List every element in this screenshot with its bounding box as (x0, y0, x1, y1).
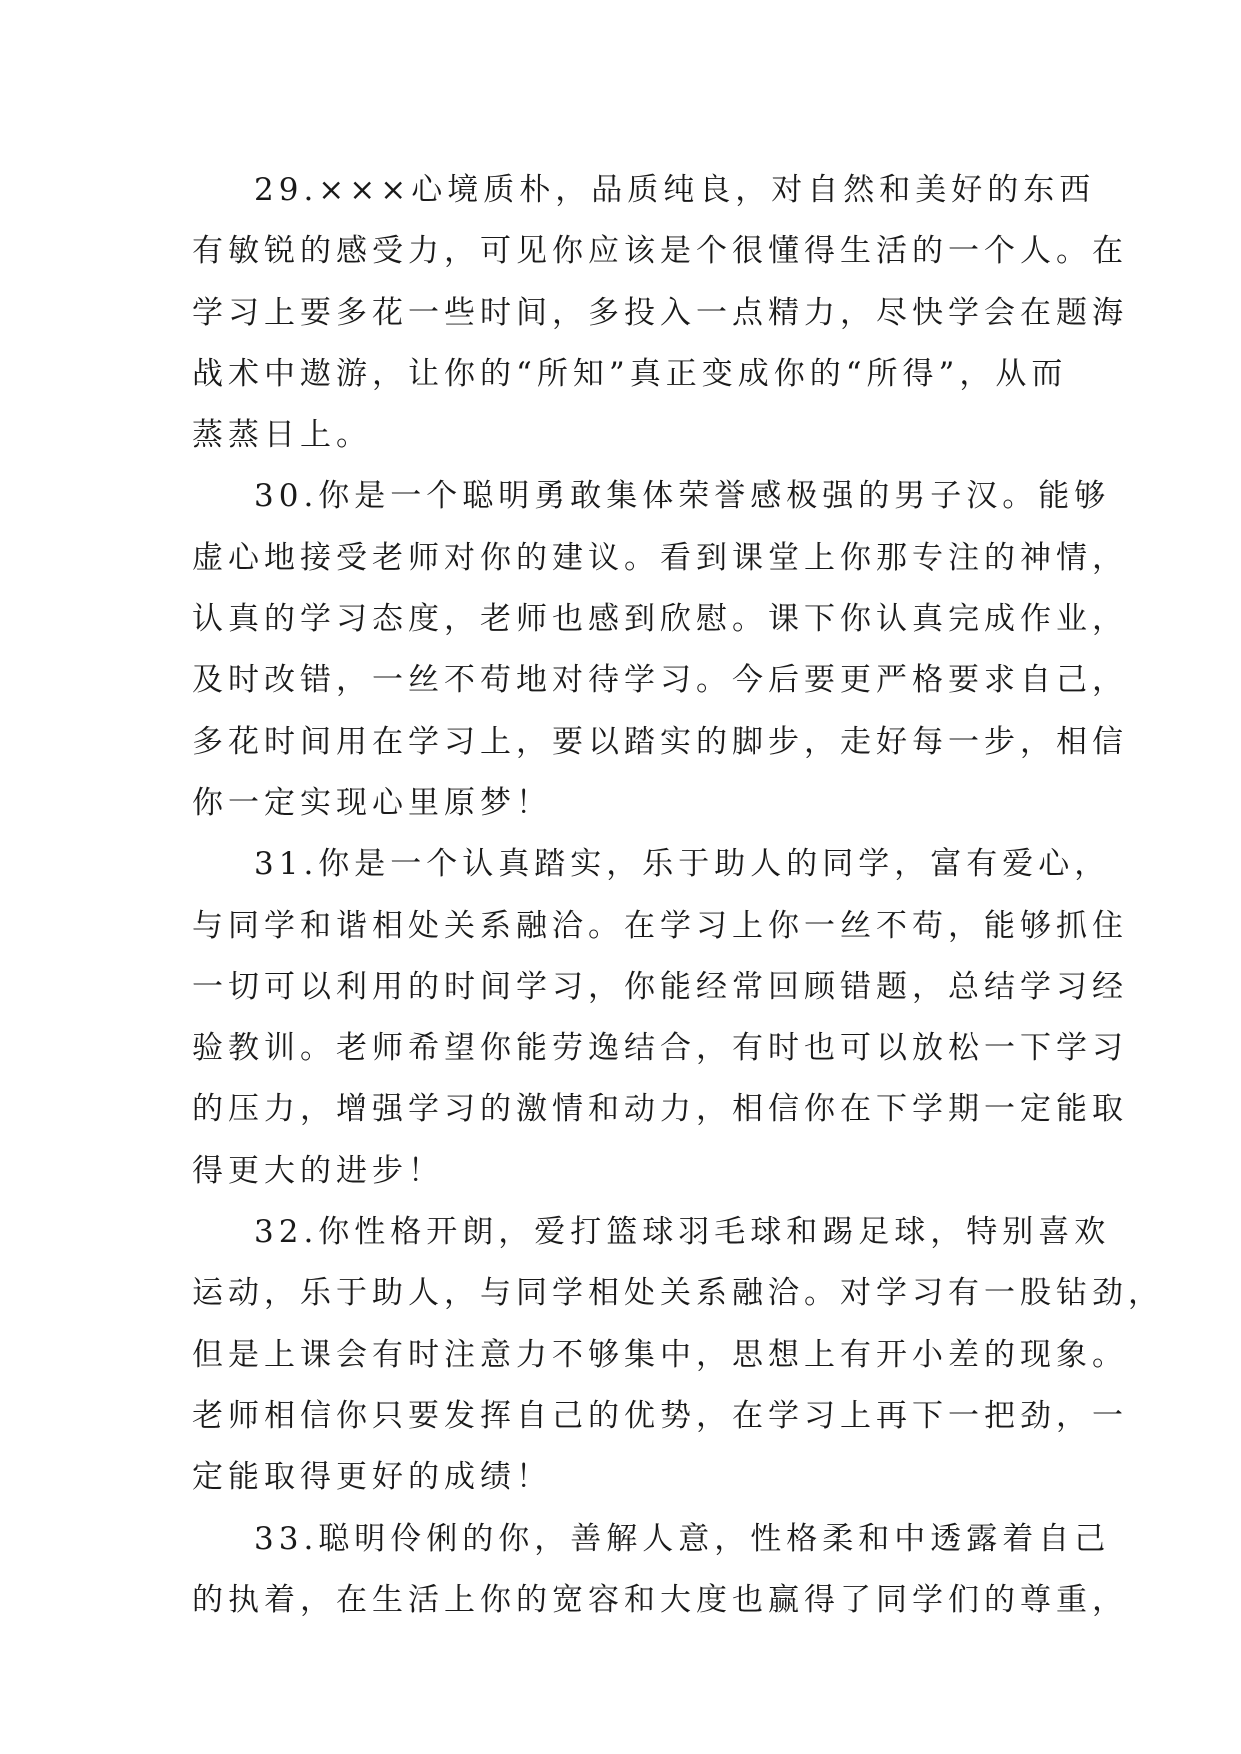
text-line: 的执着，在生活上你的宽容和大度也赢得了同学们的尊重， (192, 1581, 1128, 1618)
text-line: 蒸蒸日上。 (192, 417, 372, 454)
text-line: 验教训。老师希望你能劳逸结合，有时也可以放松一下学习 (192, 1030, 1128, 1067)
text-line: 有敏锐的感受力，可见你应该是个很懂得生活的一个人。在 (192, 233, 1128, 270)
comment-paragraph-31 (192, 834, 1128, 1202)
text-line: 定能取得更好的成绩！ (192, 1459, 552, 1496)
text-line: 31.你是一个认真踏实，乐于助人的同学，富有爱心， (254, 846, 1111, 883)
text-line: 与同学和谐相处关系融洽。在学习上你一丝不苟，能够抓住 (192, 907, 1128, 944)
text-line: 及时改错，一丝不苟地对待学习。今后要更严格要求自己， (192, 662, 1128, 699)
comment-paragraph-30 (192, 466, 1128, 834)
text-line: 认真的学习态度，老师也感到欣慰。课下你认真完成作业， (192, 601, 1128, 638)
text-line: 一切可以利用的时间学习，你能经常回顾错题，总结学习经 (192, 968, 1128, 1005)
text-line: 得更大的进步！ (192, 1152, 444, 1189)
text-line: 33.聪明伶俐的你，善解人意，性格柔和中透露着自己 (254, 1520, 1111, 1557)
text-line: 但是上课会有时注意力不够集中，思想上有开小差的现象。 (192, 1336, 1128, 1373)
text-line: 29.×××心境质朴，品质纯良，对自然和美好的东西 (254, 172, 1096, 208)
text-line: 你一定实现心里原梦！ (192, 784, 552, 821)
text-line: 老师相信你只要发挥自己的优势，在学习上再下一把劲，一 (192, 1397, 1128, 1434)
comment-paragraph-29 (192, 160, 1128, 466)
comment-paragraph-32 (192, 1202, 1164, 1508)
text-line: 32.你性格开朗，爱打篮球羽毛球和踢足球，特别喜欢 (254, 1214, 1111, 1251)
comment-paragraph-33 (192, 1509, 1128, 1632)
text-line: 30.你是一个聪明勇敢集体荣誉感极强的男子汉。能够 (254, 478, 1111, 515)
text-line: 运动，乐于助人，与同学相处关系融洽。对学习有一股钻劲， (192, 1275, 1164, 1312)
text-line: 多花时间用在学习上，要以踏实的脚步，走好每一步，相信 (192, 723, 1128, 760)
text-line: 虚心地接受老师对你的建议。看到课堂上你那专注的神情， (192, 539, 1128, 576)
document-body (192, 160, 1164, 1631)
text-line: 学习上要多花一些时间，多投入一点精力，尽快学会在题海 (192, 294, 1128, 331)
text-line: 战术中遨游，让你的“所知”真正变成你的“所得”，从而 (192, 355, 1068, 392)
text-line: 的压力，增强学习的激情和动力，相信你在下学期一定能取 (192, 1091, 1128, 1128)
